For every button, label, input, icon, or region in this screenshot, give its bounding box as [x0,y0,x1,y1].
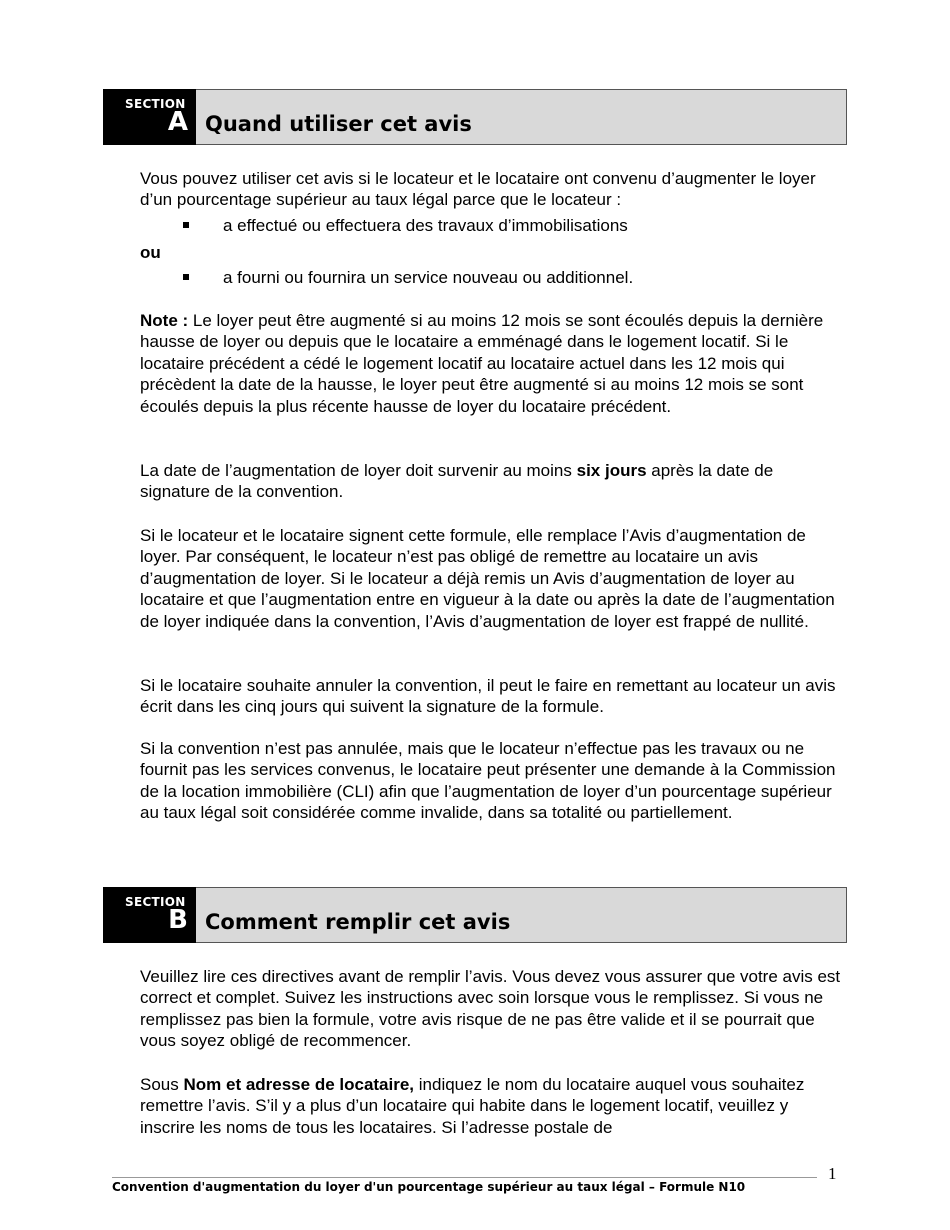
tenant-name-paragraph [140,1074,845,1138]
section-b-header [103,887,847,943]
section-a-letter: A [167,107,188,137]
section-b-title: Comment remplir cet avis [205,910,511,934]
section-a-intro: Vous pouvez utiliser cet avis si le locateur et le locataire ont convenu d’augmenter le loyer d’un pourcentage supérieur au taux légal parce que le locateur : [140,169,816,210]
bullet-marker-2 [183,267,189,288]
section-a-tab [103,89,196,145]
footer-form-title: Convention d'augmentation du loyer d'un pourcentage supérieur au taux légal – Formule N10 [112,1180,746,1194]
date-text-bold: six jours [576,461,647,480]
note-text: Le loyer peut être augmenté si au moins 12 mois se sont écoulés depuis la dernière hausse de loyer ou depuis que le locataire a emménagé dans le logement locatif. Si le locataire précédent a cédé le logement locatif au locataire actuel dans les 12 mois qui précèdent la date de la hausse, le loyer peut être augmenté si au moins 12 mois se sont écoulés depuis la plus récente hausse de loyer du locataire précédent. [140,311,824,416]
tenant-text-bold: Nom et adresse de locataire, [183,1075,415,1094]
replace-paragraph: Si le locateur et le locataire signent cette formule, elle remplace l’Avis d’augmentation de loyer. Par conséquent, le locateur n’est pas obligé de remettre au locataire un avis d’augmentation de loyer. Si le locateur a déjà remis un Avis d’augmentation de loyer au locataire et que l’augmentation entre en vigueur à la date ou après la date de l’augmentation de loyer indiquée dans la convention, l’Avis d’augmentation de loyer est frappé de nullité. [140,526,835,631]
or-word: ou [140,243,161,262]
footer-divider [112,1177,817,1178]
section-b-label: SECTION [125,895,186,909]
note-label: Note : [140,311,189,330]
cli-paragraph: Si la convention n’est pas annulée, mais que le locateur n’effectue pas les travaux ou ne fournit pas les services convenus, le locataire peut présenter une demande à la Commission de la location immobilière (CLI) afin que l’augmentation de loyer d’un pourcentage supérieur au taux légal soit considérée comme invalide, dans sa totalité ou partiellement. [140,739,836,823]
cancel-paragraph: Si le locataire souhaite annuler la convention, il peut le faire en remettant au locateur un avis écrit dans les cinq jours qui suivent la signature de la formule. [140,676,836,717]
tenant-text-after: indiquez le nom du locataire auquel vous souhaitez remettre l’avis. S’il y a plus d’un locataire qui habite dans le logement locatif, veuillez y inscrire les noms de tous les locataires. Si l’adresse postale de [140,1075,805,1137]
bullet-item-2: a fourni ou fournira un service nouveau ou additionnel. [223,268,634,287]
tenant-text-before: Sous [140,1075,184,1094]
note-paragraph [140,310,845,417]
date-paragraph [140,460,845,503]
section-b-tab [103,887,196,943]
section-a-header [103,89,847,145]
page-number: 1 [828,1164,837,1183]
date-text-after: après la date de signature de la convention. [140,461,774,502]
read-paragraph: Veuillez lire ces directives avant de remplir l’avis. Vous devez vous assurer que votre avis est correct et complet. Suivez les instructions avec soin lorsque vous le remplissez. Si vous ne remplissez pas bien la formule, votre avis risque de ne pas être valide et il se pourrait que vous soyez obligé de recommencer. [140,967,841,1051]
section-a-title: Quand utiliser cet avis [205,112,472,136]
section-a-label: SECTION [125,97,186,111]
bullet-marker-1 [183,215,189,236]
section-b-letter: B [168,905,188,935]
bullet-item-1: a effectué ou effectuera des travaux d’immobilisations [223,216,628,235]
date-text-before: La date de l’augmentation de loyer doit survenir au moins [140,461,577,480]
